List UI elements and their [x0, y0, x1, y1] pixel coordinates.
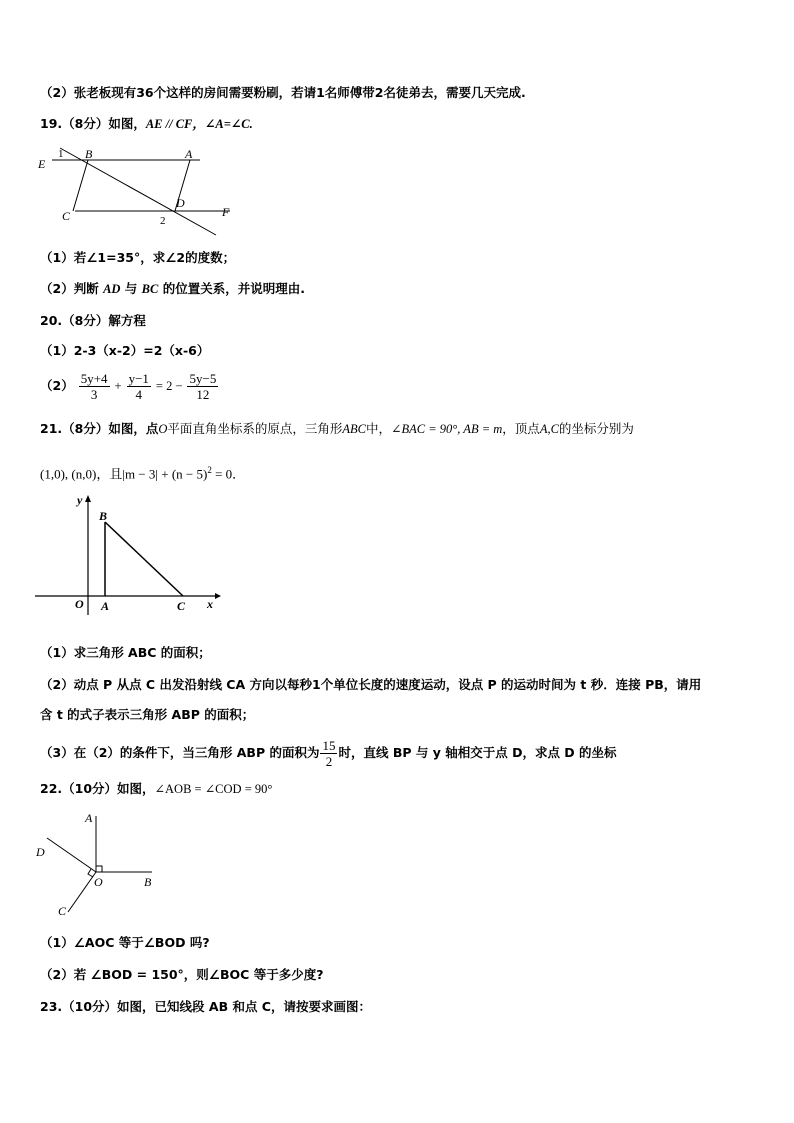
q22-head: 22.（10分）如图，: [40, 781, 155, 796]
q21-line1: [40, 421, 634, 437]
q19-label-2: 2: [160, 215, 166, 227]
q20-f3-denominator: 12: [196, 387, 210, 402]
q21-part3-b: 时，直线 BP 与 y 轴相交于点 D，求点 D 的坐标: [338, 745, 617, 760]
q19-label-E: E: [38, 157, 46, 171]
q21-ABC: ABC: [342, 422, 366, 436]
q20-f3-numerator: 5y−5: [189, 371, 217, 386]
q21-head: 21.（8分）如图，点: [40, 421, 159, 436]
q21-eq-zero: = 0: [211, 466, 233, 482]
q19-part2-AD: AD: [103, 282, 121, 296]
q21-part3-fraction: [320, 738, 337, 769]
q19-part2-e: 的位置关系，并说明理由.: [158, 281, 305, 296]
q19-condition: AE // CF，∠A=∠C.: [145, 117, 253, 131]
q20-heading: 20.（8分）解方程: [40, 313, 146, 328]
q20-part1: （1）2-3（x-2）=2（x-6）: [40, 343, 210, 358]
q19-label-A: A: [185, 147, 193, 161]
q21-part1: （1）求三角形 ABC 的面积；: [40, 645, 211, 660]
q21-part3: [40, 733, 617, 773]
q21-text-c: 平面直角坐标系的原点，三角形: [167, 421, 343, 436]
q22-part1: （1）∠AOC 等于∠BOD 吗?: [40, 935, 210, 950]
q21-text-b: ，且: [96, 467, 123, 483]
q19-label-1: 1: [58, 148, 64, 160]
q19-part1: （1）若∠1=35°，求∠2的度数；: [40, 250, 236, 265]
q20-fraction-1: [79, 371, 110, 402]
q21-part3-a: （3）在（2）的条件下，当三角形 ABP 的面积为: [40, 745, 320, 760]
q22-condition: ∠AOB = ∠COD = 90°: [154, 782, 273, 796]
q19-label-D: D: [176, 196, 185, 210]
q19-figure: [30, 140, 260, 240]
q22-label-D: D: [36, 845, 45, 859]
q22-label-O: O: [94, 875, 103, 889]
q21-label-C: C: [177, 599, 186, 613]
q21-period: ．: [232, 467, 246, 483]
q22-label-B: B: [144, 875, 152, 889]
q21-equation: |m − 3| + (n − 5): [122, 466, 208, 482]
q21-coordinate-figure: [35, 490, 225, 620]
q20-fraction-3: [187, 371, 218, 402]
q20-part2: [40, 366, 219, 406]
q21-text-i: 的坐标分别为: [558, 421, 634, 436]
q19-part2-BC: BC: [141, 282, 159, 296]
q21-coords: (1,0), (n,0): [40, 466, 97, 482]
q19-label-B: B: [85, 147, 93, 161]
q21-AC: A,C: [539, 422, 559, 436]
q22-heading: [40, 781, 272, 797]
q19-part2: [40, 281, 305, 297]
q20-plus: +: [114, 379, 122, 393]
q21-condition: ∠BAC = 90°, AB = m: [391, 422, 503, 436]
q21-text-g: ，顶点: [502, 421, 540, 436]
q21-label-O: O: [75, 597, 84, 611]
q21-O: O: [158, 422, 168, 436]
q19-part2-a: （2）判断: [40, 281, 104, 296]
q19-heading: [40, 116, 253, 132]
q21-line2: [40, 462, 245, 483]
q19-head: 19.（8分）如图，: [40, 116, 146, 131]
q20-f2-numerator: y−1: [128, 371, 149, 386]
q21-label-B: B: [99, 509, 108, 523]
q22-label-C: C: [58, 904, 67, 918]
q20-f2-denominator: 4: [135, 387, 142, 402]
q21-text-e: 中，: [366, 421, 392, 436]
q20-part2-label: （2）: [40, 378, 74, 393]
q19-label-F: F: [222, 205, 230, 219]
q21-part3-denominator: 2: [325, 754, 333, 769]
q21-part2-line2: 含 t 的式子表示三角形 ABP 的面积；: [40, 707, 255, 722]
q18-part2: （2）张老板现有36个这样的房间需要粉刷，若请1名师傅带2名徒弟去，需要几天完成.: [40, 85, 526, 100]
q20-fraction-2: [127, 371, 151, 402]
q21-part2-line1: （2）动点 P 从点 C 出发沿射线 CA 方向以每秒1个单位长度的速度运动，设点 P 的运动时间为 t 秒．连接 PB，请用: [40, 677, 702, 692]
q23-heading: 23.（10分）如图，已知线段 AB 和点 C，请按要求画图：: [40, 999, 371, 1014]
q20-f1-numerator: 5y+4: [80, 371, 108, 386]
q22-part2: （2）若 ∠BOD = 150°，则∠BOC 等于多少度?: [40, 967, 324, 982]
q21-part3-numerator: 15: [322, 738, 336, 753]
q19-part2-c: 与: [120, 281, 142, 296]
q20-f1-denominator: 3: [90, 387, 98, 402]
q21-axis-y: y: [77, 493, 83, 507]
q21-axis-x: x: [207, 597, 213, 611]
q22-label-A: A: [85, 811, 93, 825]
q22-angle-figure: [30, 808, 170, 920]
q20-equals: = 2 −: [155, 379, 183, 393]
q21-label-A: A: [101, 599, 110, 613]
q21-exponent: 2: [207, 465, 212, 475]
q19-label-C: C: [62, 209, 71, 223]
